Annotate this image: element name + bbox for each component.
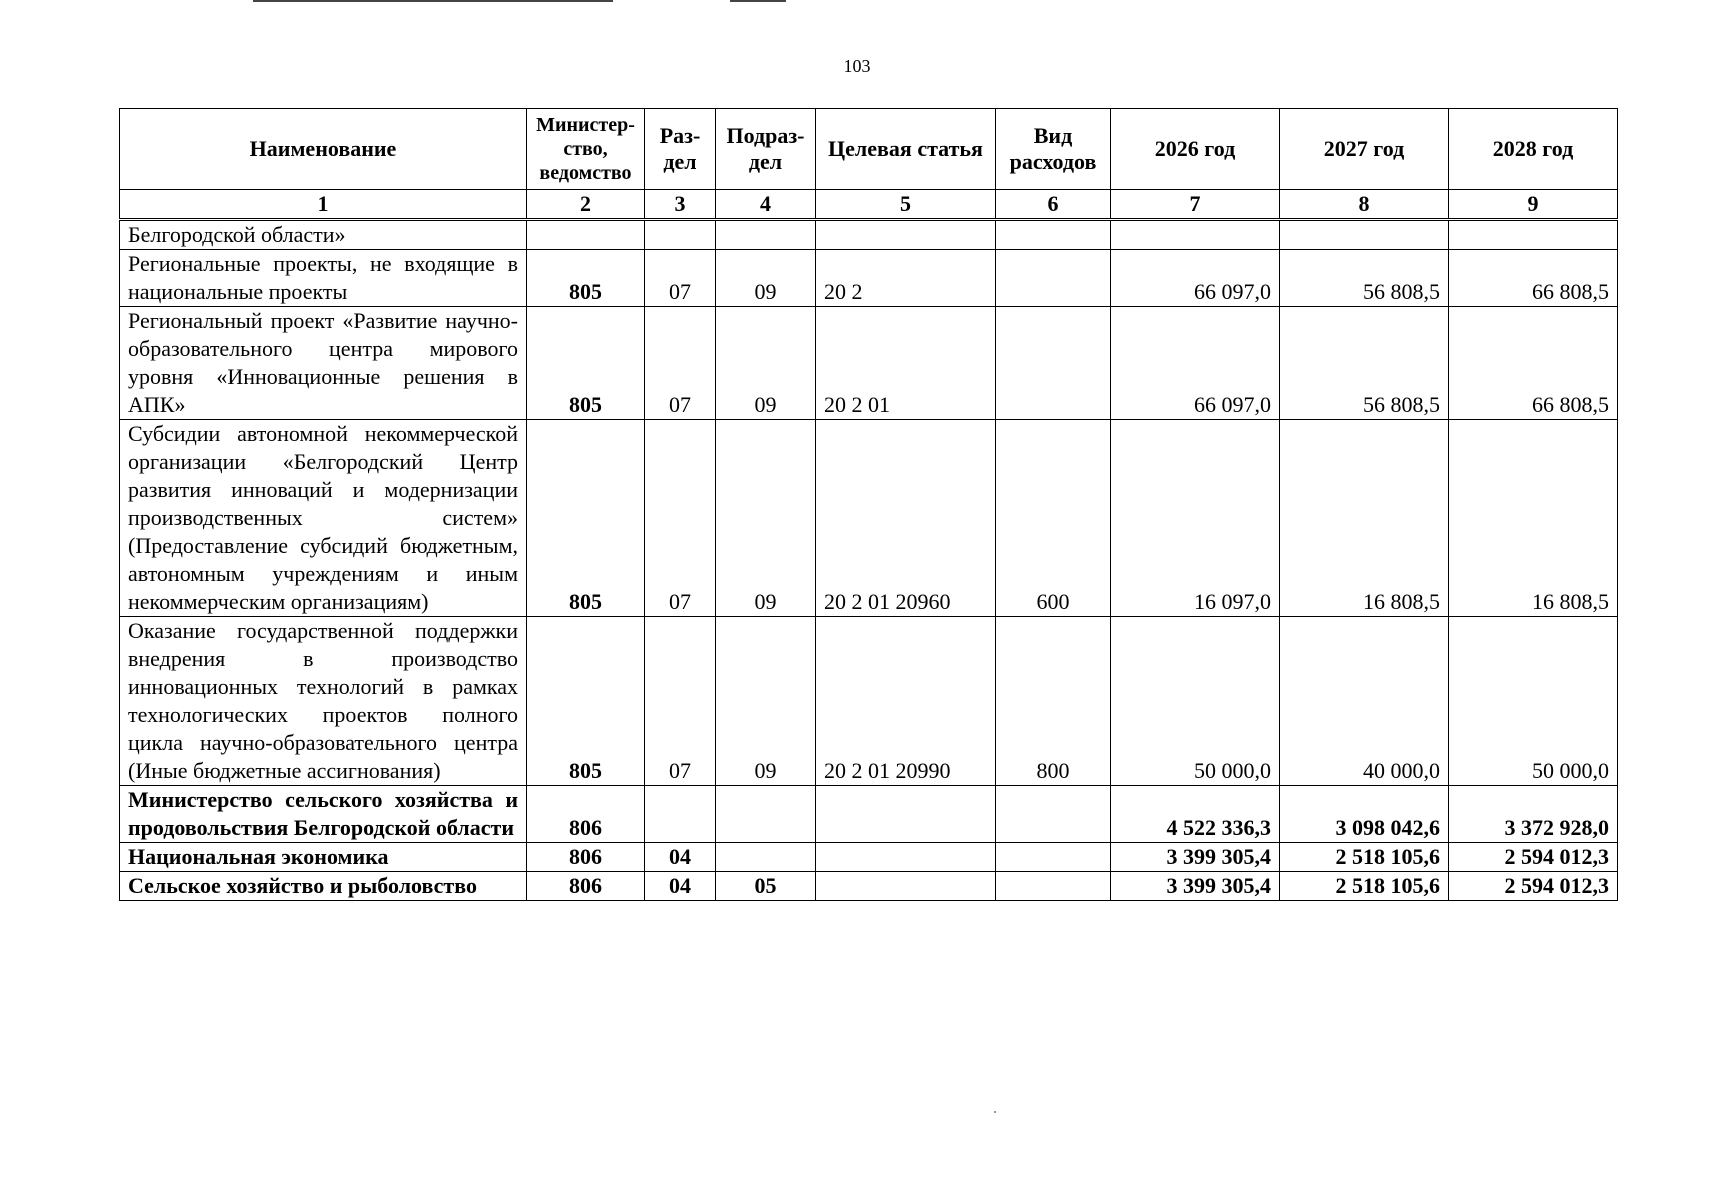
amount-2026: 4 522 336,3 [1111,786,1280,843]
row-name: Региональный проект «Развитие научно-образовательного центра мирового уровня «Инновационные решения в АПК» [120,307,527,420]
column-number: 2 [527,190,645,220]
ministry-code: 805 [527,617,645,786]
section-code: 07 [645,250,716,307]
expense-type-code [996,872,1111,901]
amount-2026 [1111,220,1280,250]
amount-2027: 40 000,0 [1280,617,1449,786]
amount-2027: 2 518 105,6 [1280,872,1449,901]
amount-2028: 2 594 012,3 [1449,843,1618,872]
amount-2028: 16 808,5 [1449,420,1618,617]
ministry-code: 805 [527,420,645,617]
expense-type-code [996,843,1111,872]
table-row [120,843,1618,872]
expense-type-code [996,220,1111,250]
target-article-code: 20 2 01 [816,307,996,420]
table-row [120,307,1618,420]
section-code: 07 [645,420,716,617]
header-year-2028: 2028 год [1449,109,1618,190]
amount-2028: 3 372 928,0 [1449,786,1618,843]
column-number: 6 [996,190,1111,220]
header-expense-type: Вид расходов [996,109,1111,190]
row-name: Оказание государственной поддержки внедрения в производство инновационных технологий в рамках технологических проектов полного цикла научно-образовательного центра (Иные бюджетные ассигнования) [120,617,527,786]
header-year-2026: 2026 год [1111,109,1280,190]
amount-2026: 66 097,0 [1111,250,1280,307]
amount-2028 [1449,220,1618,250]
subsection-code: 09 [716,617,816,786]
subsection-code: 09 [716,307,816,420]
row-name: Субсидии автономной некоммерческой организации «Белгородский Центр развития инноваций и модернизации производственных систем» (Предоставление субсидий бюджетным, автономным учреждениям и иным некоммерческим организациям) [120,420,527,617]
target-article-code: 20 2 01 20990 [816,617,996,786]
amount-2027: 56 808,5 [1280,307,1449,420]
scan-edge-line-short [730,0,786,2]
expense-type-code [996,786,1111,843]
budget-table [119,108,1618,901]
row-name: Сельское хозяйство и рыболовство [120,872,527,901]
target-article-code [816,872,996,901]
amount-2027: 3 098 042,6 [1280,786,1449,843]
subsection-code [716,843,816,872]
subsection-code: 09 [716,250,816,307]
target-article-code [816,843,996,872]
section-code: 04 [645,872,716,901]
subsection-code: 05 [716,872,816,901]
column-number: 7 [1111,190,1280,220]
header-name: Наименование [120,109,527,190]
ministry-code: 805 [527,307,645,420]
ministry-code [527,220,645,250]
expense-type-code [996,250,1111,307]
section-code: 07 [645,617,716,786]
header-section: Раз-дел [645,109,716,190]
table-row [120,786,1618,843]
subsection-code [716,786,816,843]
amount-2026: 16 097,0 [1111,420,1280,617]
amount-2028: 66 808,5 [1449,250,1618,307]
scan-edge-line [253,0,613,2]
ministry-code: 806 [527,872,645,901]
page-number: 103 [843,56,871,76]
column-number: 3 [645,190,716,220]
amount-2027: 2 518 105,6 [1280,843,1449,872]
column-number: 5 [816,190,996,220]
header-year-2027: 2027 год [1280,109,1449,190]
row-name: Белгородской области» [120,220,527,250]
scan-speck [994,1111,996,1113]
header-row [120,109,1618,190]
column-number: 4 [716,190,816,220]
table-row [120,220,1618,250]
target-article-code [816,220,996,250]
table-row [120,872,1618,901]
target-article-code [816,786,996,843]
row-name: Министерство сельского хозяйства и продовольствия Белгородской области [120,786,527,843]
amount-2028: 66 808,5 [1449,307,1618,420]
subsection-code: 09 [716,420,816,617]
amount-2026: 3 399 305,4 [1111,872,1280,901]
amount-2027: 56 808,5 [1280,250,1449,307]
table-row [120,250,1618,307]
section-code: 04 [645,843,716,872]
section-code [645,220,716,250]
column-number: 8 [1280,190,1449,220]
amount-2028: 2 594 012,3 [1449,872,1618,901]
subsection-code [716,220,816,250]
expense-type-code [996,307,1111,420]
expense-type-code: 600 [996,420,1111,617]
header-target-article: Целевая статья [816,109,996,190]
expense-type-code: 800 [996,617,1111,786]
table-body [120,220,1618,901]
ministry-code: 805 [527,250,645,307]
amount-2027: 16 808,5 [1280,420,1449,617]
section-code [645,786,716,843]
table-row [120,420,1618,617]
amount-2026: 3 399 305,4 [1111,843,1280,872]
header-subsection: Подраз-дел [716,109,816,190]
section-code: 07 [645,307,716,420]
amount-2028: 50 000,0 [1449,617,1618,786]
column-number-row [120,190,1618,220]
row-name: Региональные проекты, не входящие в национальные проекты [120,250,527,307]
amount-2026: 66 097,0 [1111,307,1280,420]
target-article-code: 20 2 01 20960 [816,420,996,617]
column-number: 1 [120,190,527,220]
ministry-code: 806 [527,786,645,843]
amount-2027 [1280,220,1449,250]
table-row [120,617,1618,786]
row-name: Национальная экономика [120,843,527,872]
column-number: 9 [1449,190,1618,220]
header-ministry: Министер-ство, ведомство [527,109,645,190]
amount-2026: 50 000,0 [1111,617,1280,786]
target-article-code: 20 2 [816,250,996,307]
ministry-code: 806 [527,843,645,872]
